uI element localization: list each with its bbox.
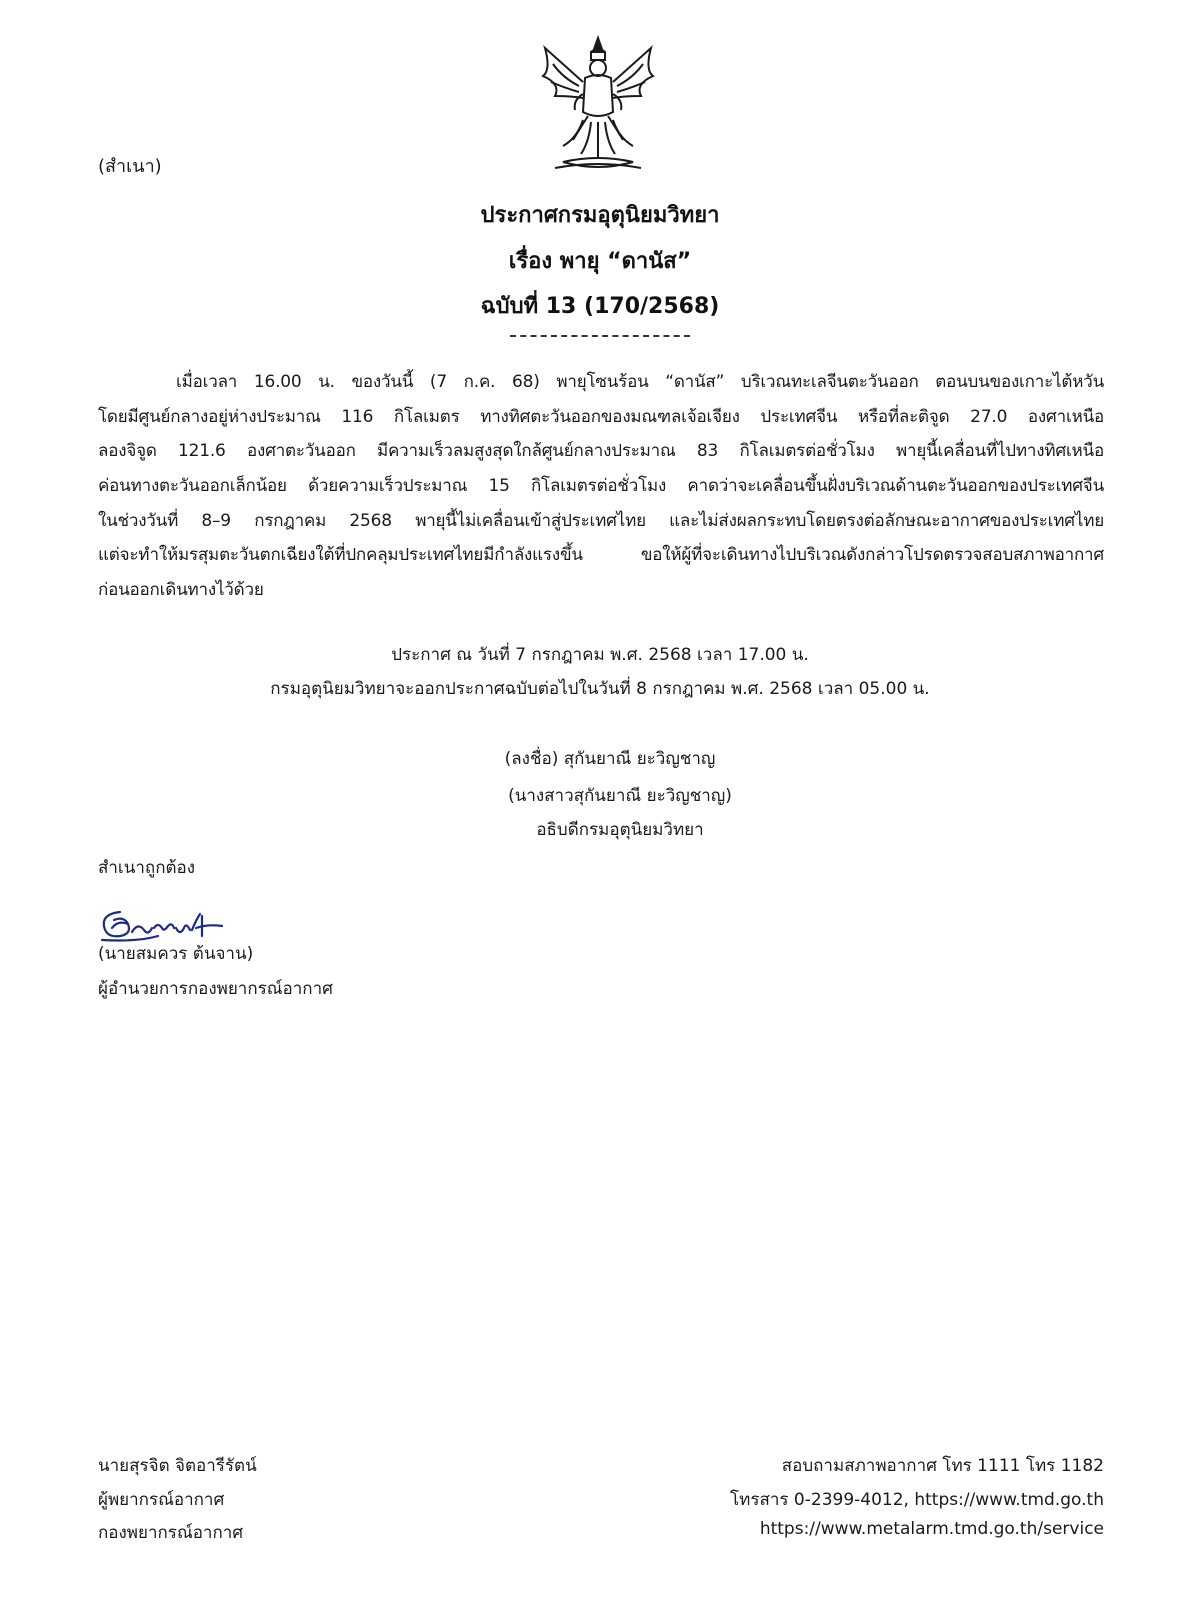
body-line: ในช่วงวันที่ 8–9 กรกฎาคม 2568 พายุนี้ไม่เคลื่อนเข้าสู่ประเทศไทย และไม่ส่งผลกระทบโดยตรงต่อลักษณะอากาศของประเทศไทย	[98, 511, 1104, 531]
body-line: ลองจิจูด 121.6 องศาตะวันออก มีความเร็วลมสูงสุดใกล้ศูนย์กลางประมาณ 83 กิโลเมตรต่อชั่วโมง พายุนี้เคลื่อนที่ไปทางทิศเหนือ	[98, 441, 1104, 461]
page-title: ประกาศกรมอุตุนิยมวิทยา	[480, 203, 720, 228]
next-issue-notice: กรมอุตุนิยมวิทยาจะออกประกาศฉบับต่อไปในวันที่ 8 กรกฎาคม พ.ศ. 2568 เวลา 05.00 น.	[270, 679, 930, 699]
garuda-emblem-icon	[533, 34, 663, 176]
copy-label: (สำเนา)	[98, 156, 162, 177]
body-line: เมื่อเวลา 16.00 น. ของวันนี้ (7 ก.ค. 68) พายุโซนร้อน “ดานัส” บริเวณทะเลจีนตะวันออก ตอนบนของเกาะไต้หวัน	[176, 372, 1104, 392]
signer-name: (นางสาวสุกันยาณี ยะวิญชาญ)	[508, 786, 732, 806]
body-line: ค่อนทางตะวันออกเล็กน้อย ด้วยความเร็วประมาณ 15 กิโลเมตรต่อชั่วโมง คาดว่าจะเคลื่อนขึ้นฝั่งบริเวณด้านตะวันออกของประเทศจีน	[98, 476, 1104, 496]
announce-date: ประกาศ ณ วันที่ 7 กรกฎาคม พ.ศ. 2568 เวลา 17.00 น.	[391, 645, 809, 665]
footer-phone: สอบถามสภาพอากาศ โทร 1111 โทร 1182	[781, 1456, 1104, 1476]
body-line: โดยมีศูนย์กลางอยู่ห่างประมาณ 116 กิโลเมตร ทางทิศตะวันออกของมณฑลเจ้อเจียง ประเทศจีน หรือที่ละติจูด 27.0 องศาเหนือ	[98, 407, 1105, 427]
certifier-title: ผู้อำนวยการกองพยากรณ์อากาศ	[98, 979, 333, 999]
title-divider	[510, 335, 690, 337]
certified-label: สำเนาถูกต้อง	[98, 858, 196, 878]
certifier-name: (นายสมควร ต้นจาน)	[98, 944, 254, 964]
footer-service-link: https://www.metalarm.tmd.go.th/service	[759, 1519, 1104, 1539]
signed-line: (ลงชื่อ) สุกันยาณี ยะวิญชาญ	[504, 749, 716, 769]
signer-title: อธิบดีกรมอุตุนิยมวิทยา	[536, 820, 704, 840]
footer-forecaster-position: ผู้พยากรณ์อากาศ	[98, 1490, 225, 1510]
footer-forecaster-division: กองพยากรณ์อากาศ	[98, 1523, 244, 1543]
footer-forecaster-name: นายสุรจิต จิตอารีรัตน์	[98, 1456, 257, 1476]
body-line: แต่จะทำให้มรสุมตะวันตกเฉียงใต้ที่ปกคลุมประเทศไทยมีกำลังแรงขึ้น ขอให้ผู้ที่จะเดินทางไปบริเวณดังกล่าวโปรดตรวจสอบสภาพอากาศ	[98, 545, 1104, 565]
footer-fax-website: โทรสาร 0-2399-4012, https://www.tmd.go.th	[730, 1490, 1104, 1510]
issue-number: ฉบับที่ 13 (170/2568)	[480, 294, 720, 319]
subject-heading: เรื่อง พายุ “ดานัส”	[508, 249, 692, 274]
body-line: ก่อนออกเดินทางไว้ด้วย	[98, 580, 264, 600]
